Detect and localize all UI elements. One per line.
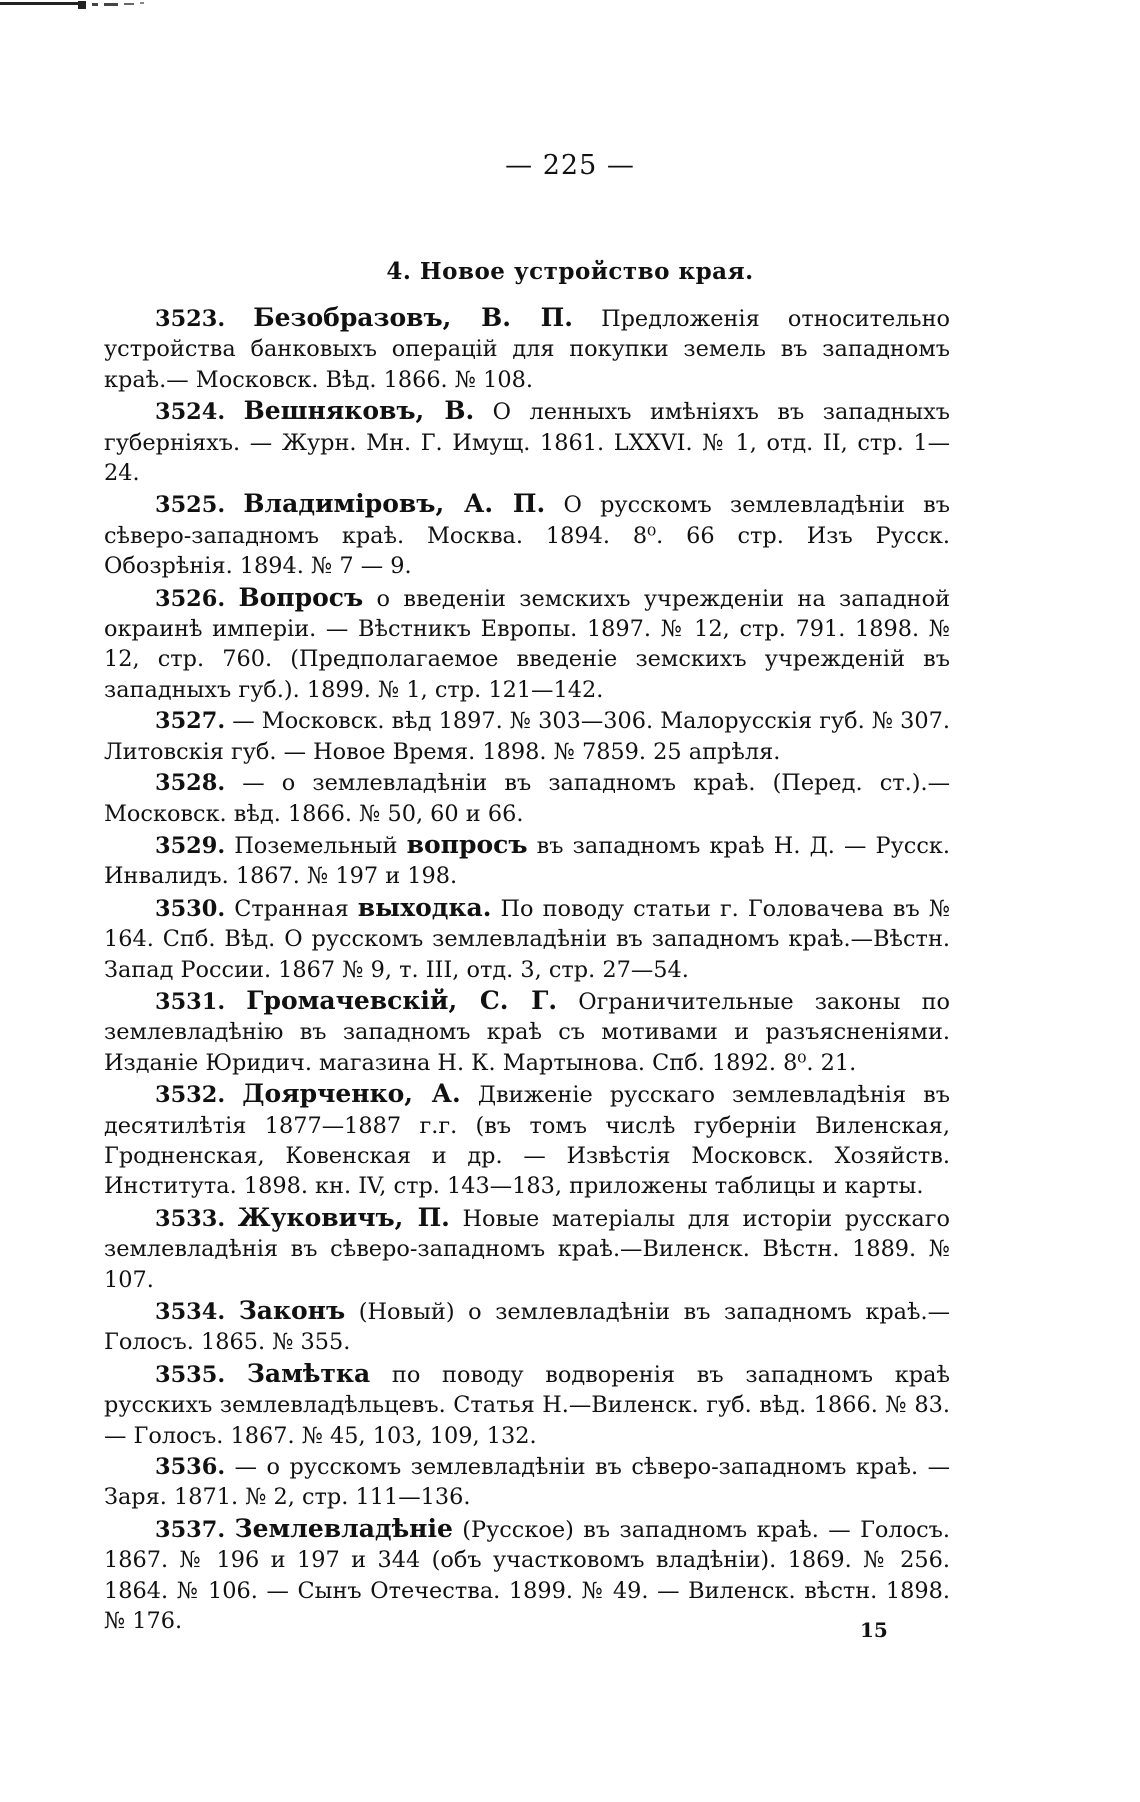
entry-text: О русскомъ землевладѣнiи въ сѣверо-западномъ краѣ. Москва. 1894. 8⁰. 66 стр. Изъ Русск. Обозрѣнiя. 1894. № 7 — 9. xyxy=(104,492,950,580)
entry-number: 3527. xyxy=(155,708,226,735)
entry-keyword: вопросъ xyxy=(406,829,528,859)
entry-number: 3537. xyxy=(155,1516,226,1543)
entry-number: 3532. xyxy=(155,1082,226,1109)
entry-text: (Русское) въ западномъ краѣ. — Голосъ. 1867. № 196 и 197 и 344 (объ участковомъ владѣнiи). 1869. № 256. 1864. № 106. — Сынъ Отечества. 1899. № 49. — Виленск. вѣстн. 1898. № 176. xyxy=(104,1516,950,1635)
page-number: — 225 — xyxy=(505,150,635,181)
entry-number: 3529. xyxy=(155,832,226,859)
entry-author: Землевладѣнiе xyxy=(234,1513,453,1543)
bibliography-entry xyxy=(104,489,950,581)
bibliography-list xyxy=(104,303,950,1637)
entry-text: — о русскомъ землевладѣнiи въ сѣверо-западномъ краѣ. — Заря. 1871. № 2, стр. 111—136. xyxy=(104,1454,950,1511)
entry-text: — о землевладѣнiи въ западномъ краѣ. (Перед. ст.).— Московск. вѣд. 1866. № 50, 60 и 66. xyxy=(104,770,950,827)
entry-text: О ленныхъ имѣнiяхъ въ западныхъ губернiяхъ. — Журн. Мн. Г. Имущ. 1861. LXXVI. № 1, отд. II, стр. 1—24. xyxy=(104,399,950,487)
scan-artifact xyxy=(0,0,200,12)
entry-author: Доярченко, А. xyxy=(242,1079,461,1109)
entry-text: Ограничительные законы по землевладѣнiю въ западномъ краѣ съ мотивами и разъясненiями. Изданiе Юридич. магазина Н. К. Мартынова. Спб. 1892. 8⁰. 21. xyxy=(104,988,950,1076)
entry-author: Громачевскiй, С. Г. xyxy=(246,985,558,1015)
entry-number: 3523. xyxy=(155,306,226,332)
entry-text: Предложенiя относительно устройства банковыхъ операцiй для покупки земель въ западномъ краѣ.— Московск. Вѣд. 1866. № 108. xyxy=(104,306,951,393)
entry-author: Законъ xyxy=(238,1296,346,1325)
entry-author: Вопросъ xyxy=(238,582,364,612)
bibliography-entry xyxy=(104,1452,950,1513)
entry-author: Вешняковъ, В. xyxy=(243,396,475,426)
bibliography-entry xyxy=(104,1296,950,1358)
entry-text: (Новый) о землевладѣнiи въ западномъ краѣ.— Голосъ. 1865. № 355. xyxy=(104,1299,951,1356)
entry-author: Замѣтка xyxy=(246,1358,371,1388)
bibliography-entry xyxy=(104,986,950,1078)
entry-number: 3525. xyxy=(155,492,226,519)
entry-author: Жуковичъ, П. xyxy=(237,1202,450,1232)
signature-mark: 15 xyxy=(860,1618,888,1642)
entry-number: 3526. xyxy=(155,585,226,612)
bibliography-entry xyxy=(104,830,950,892)
bibliography-entry xyxy=(104,768,950,829)
entry-author: Владимiровъ, А. П. xyxy=(243,489,546,519)
entry-text: о введенiи земскихъ учрежденiи на западной окраинѣ имперiи. — Вѣстникъ Европы. 1897. № 12, стр. 791. 1898. № 12, стр. 760. (Предполагаемое введенiе земскихъ учрежденiй въ западныхъ губ.). 1899. № 1, стр. 121—142. xyxy=(104,585,950,703)
entry-number: 3528. xyxy=(155,770,226,797)
bibliography-entry xyxy=(104,583,950,706)
entry-number: 3536. xyxy=(155,1454,226,1481)
entry-text: Новые матерiалы для исторiи русскаго землевладѣнiя въ сѣверо-западномъ краѣ.—Виленск. Вѣстн. 1889. № 107. xyxy=(104,1205,950,1293)
entry-text: — Московск. вѣд 1897. № 303—306. Малорусскiя губ. № 307. Литовскiя губ. — Новое Время. 1898. № 7859. 25 апрѣля. xyxy=(104,708,950,765)
entry-number: 3524. xyxy=(155,399,226,426)
entry-author: Безобразовъ, В. П. xyxy=(253,303,573,332)
entry-text: по поводу водворенiя въ западномъ краѣ русскихъ землевладѣльцевъ. Статья Н.—Виленск. губ. вѣд. 1866. № 83. — Голосъ. 1867. № 45, 103, 109, 132. xyxy=(104,1361,950,1449)
bibliography-entry xyxy=(104,893,950,985)
entry-text: Движенiе русскаго землевладѣнiя въ десятилѣтiя 1877—1887 г.г. (въ томъ числѣ губернiи Виленская, Гродненская, Ковенская и др. — Извѣстiя Московск. Хозяйств. Института. 1898. кн. IV, стр. 143—183, приложены таблицы и карты. xyxy=(104,1082,951,1200)
bibliography-entry xyxy=(104,1079,950,1202)
entry-number: 3530. xyxy=(155,895,226,922)
bibliography-entry xyxy=(104,303,950,395)
bibliography-entry xyxy=(104,396,950,488)
bibliography-entry xyxy=(104,1514,950,1637)
entry-text: По поводу статьи г. Головачева въ № 164. Спб. Вѣд. О русскомъ землевладѣнiи въ западномъ краѣ.—Вѣстн. Запад России. 1867 № 9, т. III, отд. 3, стр. 27—54. xyxy=(104,895,951,983)
entry-title-prefix: Странная xyxy=(234,895,358,922)
entry-keyword: выходка. xyxy=(357,892,492,922)
bibliography-entry xyxy=(104,1359,950,1451)
entry-number: 3533. xyxy=(155,1205,226,1232)
entry-text: въ западномъ краѣ Н. Д. — Русск. Инвалидъ. 1867. № 197 и 198. xyxy=(104,832,950,890)
bibliography-entry xyxy=(104,1203,950,1295)
entry-number: 3531. xyxy=(155,988,226,1015)
entry-number: 3535. xyxy=(155,1361,226,1388)
section-title: 4. Новое устройство края. xyxy=(386,258,754,285)
entry-number: 3534. xyxy=(155,1299,226,1325)
bibliography-entry xyxy=(104,706,950,767)
entry-title-prefix: Поземельный xyxy=(234,832,407,859)
